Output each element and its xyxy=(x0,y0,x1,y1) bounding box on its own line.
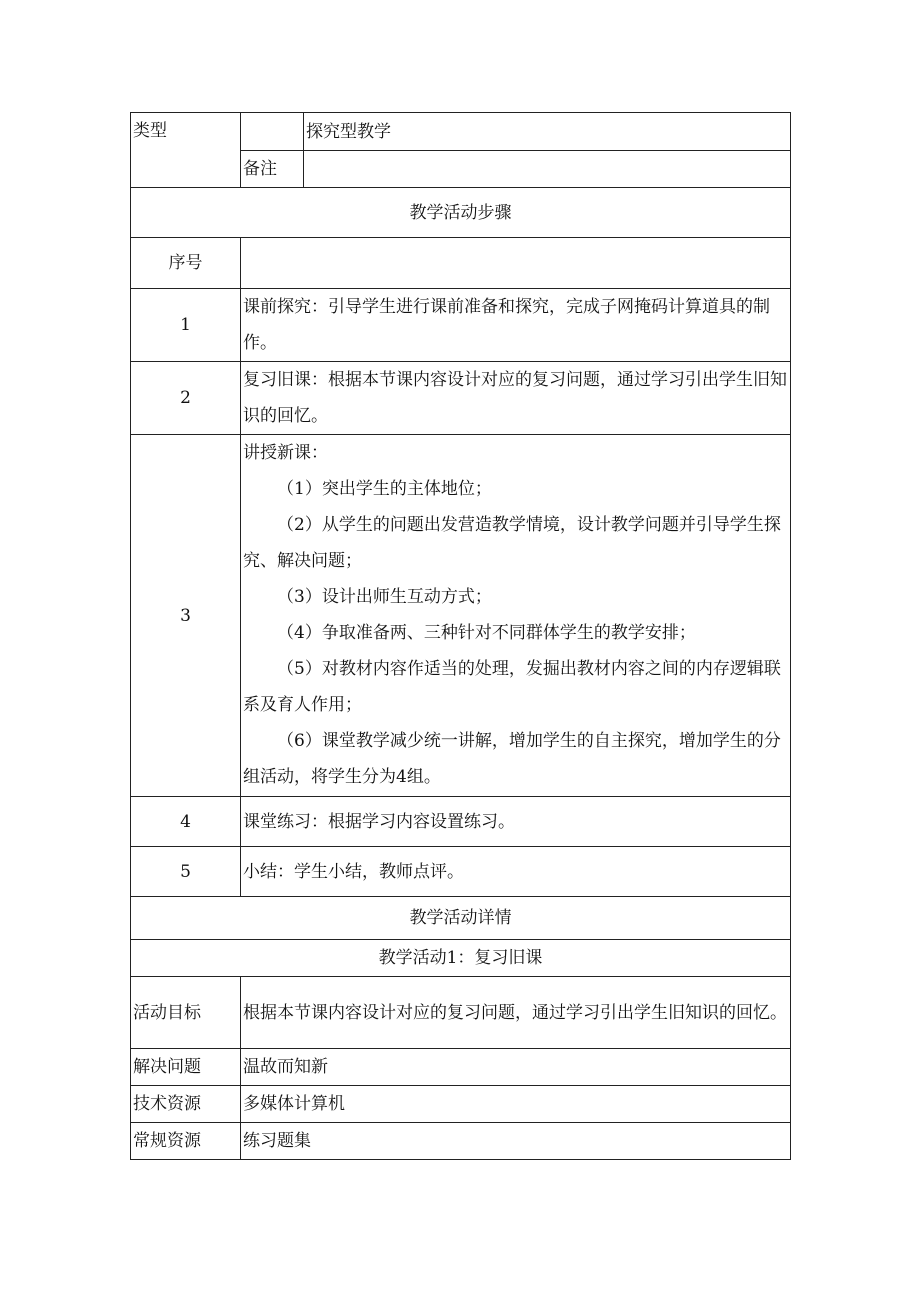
step-item: （4）争取准备两、三种针对不同群体学生的教学安排； xyxy=(277,623,696,643)
detail-row xyxy=(131,1086,791,1123)
detail-row xyxy=(131,977,791,1049)
detail-value: 多媒体计算机 xyxy=(241,1086,791,1123)
seq-header-empty xyxy=(241,238,791,289)
type-label: 类型 xyxy=(131,113,241,188)
detail-value: 根据本节课内容设计对应的复习问题，通过学习引出学生旧知识的回忆。 xyxy=(241,977,791,1049)
step-row xyxy=(131,289,791,362)
step-text: 复习旧课：根据本节课内容设计对应的复习问题，通过学习引出学生旧知识的回忆。 xyxy=(241,362,791,435)
detail-label: 常规资源 xyxy=(131,1123,241,1160)
lesson-plan-document xyxy=(130,112,790,1160)
detail-row xyxy=(131,1049,791,1086)
detail-value: 练习题集 xyxy=(241,1123,791,1160)
details-title-row xyxy=(131,897,791,940)
step-item: （2）从学生的问题出发营造教学情境，设计教学问题并引导学生探究、解决问题； xyxy=(243,515,781,571)
detail-row xyxy=(131,1123,791,1160)
type-value: 探究型教学 xyxy=(304,113,791,151)
step-item: （3）设计出师生互动方式； xyxy=(277,587,492,607)
step-item: （6）课堂教学减少统一讲解，增加学生的自主探究，增加学生的分组活动，将学生分为4组。 xyxy=(243,731,781,787)
step-row xyxy=(131,797,791,847)
step-number: 2 xyxy=(131,362,241,435)
seq-header: 序号 xyxy=(131,238,241,289)
step-row xyxy=(131,435,791,797)
step-text: 小结：学生小结，教师点评。 xyxy=(241,847,791,897)
details-section-title: 教学活动详情 xyxy=(131,897,791,940)
step-number: 5 xyxy=(131,847,241,897)
step-title: 讲授新课： xyxy=(243,443,328,463)
activity-title: 教学活动1：复习旧课 xyxy=(131,940,791,977)
step-number: 1 xyxy=(131,289,241,362)
step-text: 课前探究：引导学生进行课前准备和探究，完成子网掩码计算道具的制作。 xyxy=(241,289,791,362)
detail-label: 解决问题 xyxy=(131,1049,241,1086)
remarks-value xyxy=(304,151,791,188)
step-number: 4 xyxy=(131,797,241,847)
step-number: 3 xyxy=(131,435,241,797)
detail-label: 技术资源 xyxy=(131,1086,241,1123)
lesson-plan-table xyxy=(130,112,791,1160)
steps-section-title: 教学活动步骤 xyxy=(131,188,791,238)
steps-title-row xyxy=(131,188,791,238)
remarks-label: 备注 xyxy=(241,151,304,188)
seq-header-row xyxy=(131,238,791,289)
step-row xyxy=(131,362,791,435)
detail-value: 温故而知新 xyxy=(241,1049,791,1086)
activity-title-row xyxy=(131,940,791,977)
type-row xyxy=(131,113,791,151)
step-item: （1）突出学生的主体地位； xyxy=(277,479,492,499)
type-empty-cell xyxy=(241,113,304,151)
step-detail-cell xyxy=(241,435,791,797)
step-text: 课堂练习：根据学习内容设置练习。 xyxy=(241,797,791,847)
detail-label: 活动目标 xyxy=(131,977,241,1049)
step-item: （5）对教材内容作适当的处理，发掘出教材内容之间的内存逻辑联系及育人作用； xyxy=(243,659,781,715)
step-row xyxy=(131,847,791,897)
